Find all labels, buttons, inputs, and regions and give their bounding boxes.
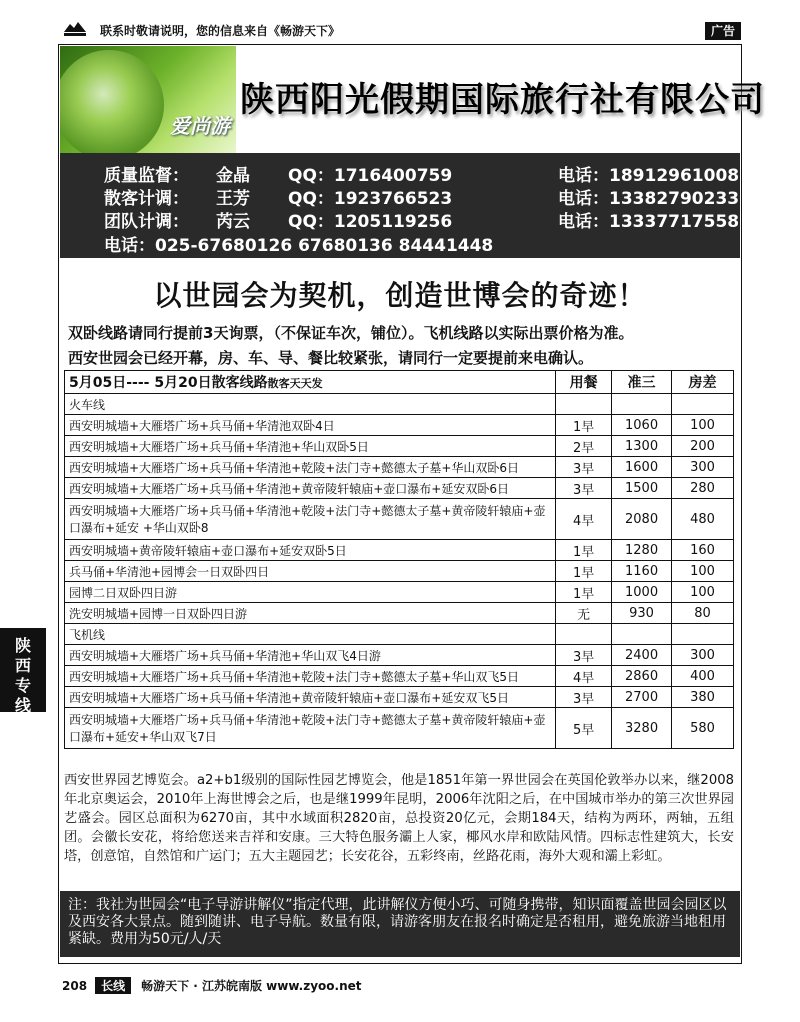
contact-qq: QQ：1923766523 xyxy=(288,189,453,209)
meal-cell: 无 xyxy=(556,603,612,624)
main-phone: 电话：025-67680126 67680136 84441448 xyxy=(104,236,494,256)
price-cell: 2700 xyxy=(612,687,672,708)
price-cell: 930 xyxy=(612,603,672,624)
diff-cell: 100 xyxy=(672,561,734,582)
company-name: 陕西阳光假期国际旅行社有限公司 xyxy=(240,80,765,120)
table-row xyxy=(65,582,734,603)
meal-cell: 1早 xyxy=(556,415,612,436)
hero-image xyxy=(60,46,236,154)
route-cell: 西安明城墙+大雁塔广场+兵马俑+华清池+乾陵+法门寺+懿德太子墓+黄帝陵轩辕庙+壶口瀑布+延安 +华山双卧8 xyxy=(65,499,556,540)
top-bar xyxy=(0,0,800,44)
magazine-logo-icon xyxy=(62,18,88,38)
empty-cell xyxy=(672,624,734,645)
table-row xyxy=(65,436,734,457)
diff-cell: 480 xyxy=(672,499,734,540)
meal-cell: 1早 xyxy=(556,582,612,603)
table-row xyxy=(65,457,734,478)
price-cell: 1060 xyxy=(612,415,672,436)
page-footer xyxy=(62,977,362,994)
table-header-row xyxy=(65,371,734,394)
table-title xyxy=(65,371,556,394)
table-section-row xyxy=(65,394,734,415)
contact-block xyxy=(60,153,740,258)
meal-cell: 4早 xyxy=(556,499,612,540)
meal-cell: 1早 xyxy=(556,540,612,561)
table-row xyxy=(65,415,734,436)
section-label: 飞机线 xyxy=(65,624,556,645)
empty-cell xyxy=(556,394,612,415)
price-cell: 1600 xyxy=(612,457,672,478)
meal-cell: 3早 xyxy=(556,687,612,708)
empty-cell xyxy=(556,624,612,645)
table-row xyxy=(65,687,734,708)
price-cell: 1500 xyxy=(612,478,672,499)
table-row xyxy=(65,540,734,561)
price-cell: 1160 xyxy=(612,561,672,582)
contact-qq: QQ：1716400759 xyxy=(288,166,453,186)
route-cell: 西安明城墙+大雁塔广场+兵马俑+华清池+乾陵+法门寺+懿德太子墓+华山双飞5日 xyxy=(65,666,556,687)
col-price-header: 准三 xyxy=(612,371,672,394)
side-tab xyxy=(0,628,46,715)
price-cell: 2400 xyxy=(612,645,672,666)
price-cell: 1000 xyxy=(612,582,672,603)
empty-cell xyxy=(612,624,672,645)
col-meal-header: 用餐 xyxy=(556,371,612,394)
diff-cell: 80 xyxy=(672,603,734,624)
meal-cell: 5早 xyxy=(556,708,612,749)
route-cell: 园博二日双卧四日游 xyxy=(65,582,556,603)
meal-cell: 3早 xyxy=(556,478,612,499)
price-cell: 3280 xyxy=(612,708,672,749)
route-cell: 兵马俑+华清池+园博会一日双卧四日 xyxy=(65,561,556,582)
diff-cell: 580 xyxy=(672,708,734,749)
contact-label: 团队计调： xyxy=(104,212,189,232)
price-cell: 1280 xyxy=(612,540,672,561)
price-cell: 2860 xyxy=(612,666,672,687)
table-section-row xyxy=(65,624,734,645)
meal-cell: 3早 xyxy=(556,645,612,666)
booking-note: 西安世园会已经开幕，房、车、导、餐比较紧张，请同行一定要提前来电确认。 xyxy=(68,349,594,367)
table-row xyxy=(65,666,734,687)
table-row xyxy=(65,603,734,624)
side-tab-char: 陕 xyxy=(14,636,31,655)
diff-cell: 380 xyxy=(672,687,734,708)
headline: 以世园会为契机，创造世博会的奇迹！ xyxy=(153,279,647,312)
ad-tag: 广告 xyxy=(705,22,741,40)
route-table xyxy=(64,370,734,749)
route-cell: 西安明城墙+大雁塔广场+兵马俑+华清池+华山双飞4日游 xyxy=(65,645,556,666)
guide-device-notice: 注：我社为世园会“电子导游讲解仪”指定代理，此讲解仪方便小巧、可随身携带，知识面覆盖世园会园区以及西安各大景点。随到随讲、电子导航。数量有限，请游客朋友在报名时确定是否租用，避免旅游当地租用紧缺。费用为50元/人/天 xyxy=(60,891,740,957)
booking-note: 双卧线路请同行提前3天询票，（不保证车次，铺位）。飞机线路以实际出票价格为准。 xyxy=(68,324,634,342)
contact-label: 散客计调： xyxy=(104,189,189,209)
hero-slogan: 爱尚游 xyxy=(170,114,230,138)
table-row xyxy=(65,561,734,582)
table-row xyxy=(65,708,734,749)
diff-cell: 100 xyxy=(672,415,734,436)
diff-cell: 100 xyxy=(672,582,734,603)
table-row xyxy=(65,645,734,666)
diff-cell: 160 xyxy=(672,540,734,561)
side-tab-char: 专 xyxy=(14,676,31,695)
route-cell: 西安明城墙+大雁塔广场+兵马俑+华清池+黄帝陵轩辕庙+壶口瀑布+延安双飞5日 xyxy=(65,687,556,708)
diff-cell: 300 xyxy=(672,645,734,666)
contact-phone: 电话：13382790233 xyxy=(558,189,740,209)
expo-description: 西安世界园艺博览会。a2+b1级别的国际性园艺博览会，他是1851年第一界世园会在英国伦敦举办以来，继2008年北京奥运会，2010年上海世博会之后，也是继1999年昆明，2006年沈阳之后，在中国城市举办的第三次世界园艺盛会。园区总面积为6270亩，其中水域面积2820亩，总投资20亿元，会期184天，结构为两环，两轴，五组团。会徽长安花，将给您送来吉祥和安康。三大特色服务灞上人家，椰风水岸和欧陆风情。四标志性建筑大，长安塔，创意馆，自然馆和广运门；五大主题园艺；长安花谷，五彩终南，丝路花雨，海外大观和灞上彩虹。 xyxy=(64,773,734,864)
route-cell: 西安明城墙+大雁塔广场+兵马俑+华清池双卧4日 xyxy=(65,415,556,436)
route-cell: 西安明城墙+大雁塔广场+兵马俑+华清池+乾陵+法门寺+懿德太子墓+华山双卧6日 xyxy=(65,457,556,478)
route-cell: 西安明城墙+大雁塔广场+兵马俑+华清池+黄帝陵轩辕庙+壶口瀑布+延安双卧6日 xyxy=(65,478,556,499)
table-row xyxy=(65,478,734,499)
table-title-sub: 散客天天发 xyxy=(267,377,323,390)
price-cell: 2080 xyxy=(612,499,672,540)
price-cell: 1300 xyxy=(612,436,672,457)
table-row xyxy=(65,499,734,540)
contact-row xyxy=(104,184,739,209)
meal-cell: 4早 xyxy=(556,666,612,687)
contact-label: 质量监督： xyxy=(104,166,189,186)
contact-name: 金晶 xyxy=(216,166,250,186)
contact-row xyxy=(104,207,739,232)
empty-cell xyxy=(672,394,734,415)
col-diff-header: 房差 xyxy=(672,371,734,394)
contact-name: 芮云 xyxy=(216,212,250,232)
diff-cell: 200 xyxy=(672,436,734,457)
globe-graphic xyxy=(60,50,164,154)
side-tab-char: 线 xyxy=(14,696,31,715)
source-note: 联系时敬请说明，您的信息来自《畅游天下》 xyxy=(100,24,341,38)
contact-name: 王芳 xyxy=(216,189,250,209)
empty-cell xyxy=(612,394,672,415)
route-cell: 洗安明城墙+园博一日双卧四日游 xyxy=(65,603,556,624)
footer-text: 畅游天下 · 江苏皖南版 www.zyoo.net xyxy=(141,979,362,993)
contact-row xyxy=(104,161,739,186)
diff-cell: 400 xyxy=(672,666,734,687)
meal-cell: 2早 xyxy=(556,436,612,457)
contact-qq: QQ：1205119256 xyxy=(288,212,453,232)
contact-phone: 电话：18912961008 xyxy=(558,166,740,186)
table-title-text: 5月05日---- 5月20日散客线路 xyxy=(69,375,268,391)
meal-cell: 1早 xyxy=(556,561,612,582)
page-number: 208 xyxy=(62,979,88,993)
route-cell: 西安明城墙+大雁塔广场+兵马俑+华清池+华山双卧5日 xyxy=(65,436,556,457)
meal-cell: 3早 xyxy=(556,457,612,478)
section-label: 长线 xyxy=(95,977,131,994)
route-cell: 西安明城墙+大雁塔广场+兵马俑+华清池+乾陵+法门寺+懿德太子墓+黄帝陵轩辕庙+壶口瀑布+延安+华山双飞7日 xyxy=(65,708,556,749)
diff-cell: 300 xyxy=(672,457,734,478)
diff-cell: 280 xyxy=(672,478,734,499)
contact-phone: 电话：13337717558 xyxy=(558,212,740,232)
route-cell: 西安明城墙+黄帝陵轩辕庙+壶口瀑布+延安双卧5日 xyxy=(65,540,556,561)
section-label: 火车线 xyxy=(65,394,556,415)
side-tab-char: 西 xyxy=(14,656,31,675)
